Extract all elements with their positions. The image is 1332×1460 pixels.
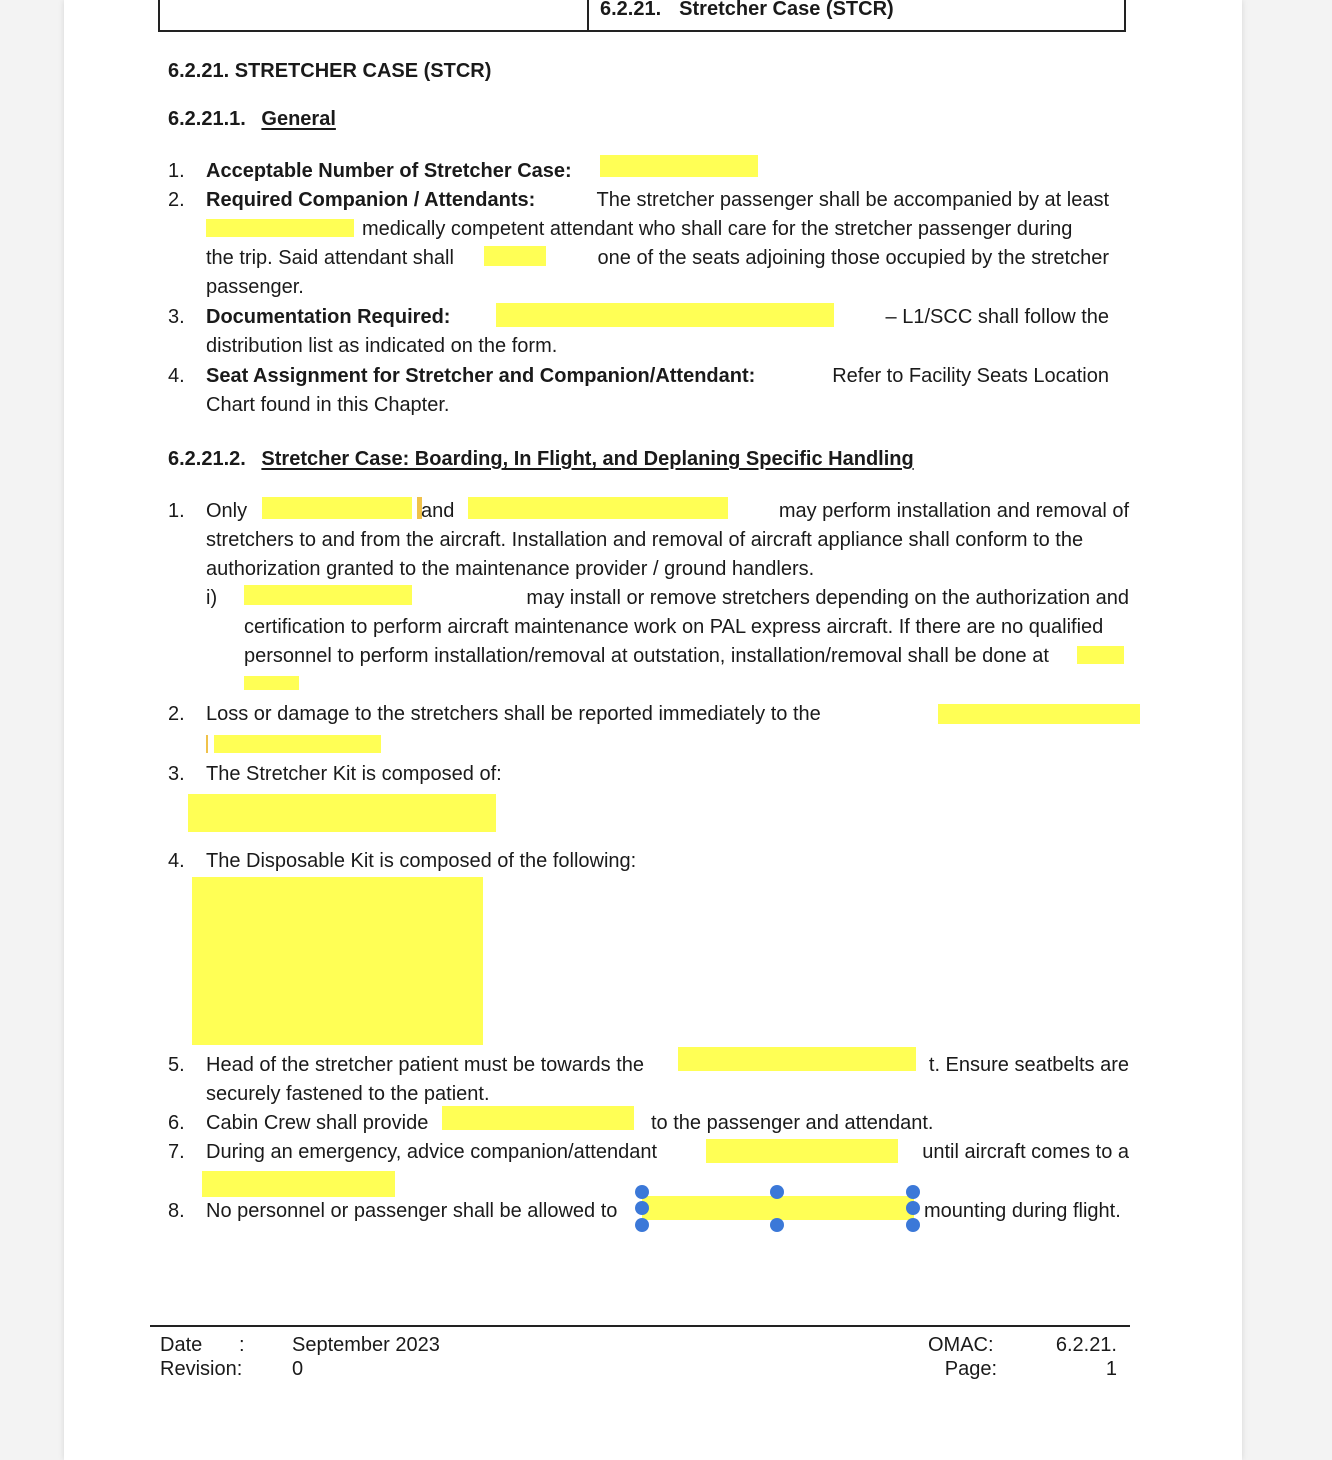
handling-item-6-number: 6. bbox=[168, 1112, 185, 1134]
header-table bbox=[158, 0, 1126, 32]
handling-item-5-line-2: securely fastened to the patient. bbox=[206, 1083, 490, 1105]
redaction-highlight bbox=[202, 1171, 395, 1197]
general-item-2-line-1 bbox=[206, 186, 1109, 215]
redaction-highlight bbox=[468, 497, 728, 519]
subsection-number: 6.2.21.1. bbox=[168, 108, 246, 130]
selection-handle-top-left[interactable] bbox=[635, 1185, 649, 1199]
subsection-general-heading bbox=[168, 105, 336, 134]
selection-handle-bottom-left[interactable] bbox=[635, 1218, 649, 1232]
redaction-highlight bbox=[192, 877, 483, 1045]
redaction-highlight bbox=[678, 1047, 916, 1071]
redaction-highlight bbox=[1077, 646, 1124, 664]
footer-page-label: Page: bbox=[944, 1358, 997, 1380]
selection-handle-bottom-right[interactable] bbox=[906, 1218, 920, 1232]
general-item-1-label: Acceptable Number of Stretcher Case: bbox=[206, 160, 572, 182]
general-item-2-number: 2. bbox=[168, 189, 185, 211]
document-page bbox=[64, 0, 1242, 1460]
handling-item-1-line-3: authorization granted to the maintenance provider / ground handlers. bbox=[206, 558, 815, 580]
selection-handle-bottom-middle[interactable] bbox=[770, 1218, 784, 1232]
handling-item-4-text: The Disposable Kit is composed of the following: bbox=[206, 850, 637, 872]
footer-revision-value: 0 bbox=[292, 1358, 304, 1380]
redaction-highlight bbox=[262, 497, 412, 519]
section-heading: 6.2.21. STRETCHER CASE (STCR) bbox=[168, 60, 492, 82]
handling-item-1-sub-line-1: may install or remove stretchers depending on the authorization and bbox=[526, 587, 1129, 609]
redaction-highlight bbox=[442, 1106, 634, 1130]
general-item-3-tail: – L1/SCC shall follow the bbox=[885, 306, 1109, 328]
header-divider bbox=[587, 0, 589, 32]
handling-item-3-number: 3. bbox=[168, 763, 185, 785]
footer-date-separator: : bbox=[239, 1334, 245, 1356]
text-selection-highlight[interactable] bbox=[642, 1196, 914, 1220]
selection-handle-top-right[interactable] bbox=[906, 1185, 920, 1199]
handling-item-4-number: 4. bbox=[168, 850, 185, 872]
subsection-title: General bbox=[261, 108, 336, 130]
footer-date-value: September 2023 bbox=[292, 1334, 440, 1356]
general-item-4-label: Seat Assignment for Stretcher and Companion/Attendant: bbox=[206, 365, 756, 387]
handling-item-2-text bbox=[206, 700, 922, 729]
header-section-title: Stretcher Case (STCR) bbox=[679, 0, 894, 20]
redaction-highlight bbox=[938, 704, 1140, 724]
handling-item-6-text-b: to the passenger and attendant. bbox=[651, 1112, 934, 1134]
footer-rule bbox=[150, 1325, 1130, 1327]
handling-item-1-sub-line-3: personnel to perform installation/removal at outstation, installation/removal shall be done at bbox=[244, 645, 1049, 667]
handling-item-1-only: Only bbox=[206, 500, 248, 522]
general-item-2-line-2: medically competent attendant who shall care for the stretcher passenger during bbox=[362, 218, 1073, 240]
general-item-2-label: Required Companion / Attendants: bbox=[206, 189, 536, 211]
handling-item-5-text-b: t. Ensure seatbelts are bbox=[928, 1054, 1129, 1076]
footer-page-value: 1 bbox=[1105, 1358, 1117, 1380]
redaction-highlight bbox=[706, 1139, 898, 1163]
general-item-2-text: The stretcher passenger shall be accompanied by at least bbox=[596, 189, 1109, 211]
general-item-3-line-2: distribution list as indicated on the form. bbox=[206, 335, 558, 357]
handling-item-1-sub-number: i) bbox=[206, 587, 218, 609]
handling-item-5-number: 5. bbox=[168, 1054, 185, 1076]
footer-revision-label: Revision: bbox=[160, 1358, 243, 1380]
general-item-2-line-3b: one of the seats adjoining those occupied by the stretcher bbox=[597, 247, 1109, 269]
general-item-1-number: 1. bbox=[168, 160, 185, 182]
general-item-3-label: Documentation Required: bbox=[206, 306, 451, 328]
selection-handle-middle-right[interactable] bbox=[906, 1201, 920, 1215]
highlight-edge-mark bbox=[206, 735, 208, 753]
header-right-title bbox=[600, 0, 894, 21]
general-item-2-line-3a: the trip. Said attendant shall bbox=[206, 247, 454, 269]
redaction-highlight bbox=[244, 676, 299, 690]
handling-item-2-number: 2. bbox=[168, 703, 185, 725]
handling-item-1-number: 1. bbox=[168, 500, 185, 522]
selection-handle-top-middle[interactable] bbox=[770, 1185, 784, 1199]
redaction-highlight bbox=[484, 246, 546, 266]
handling-item-2-text-content: Loss or damage to the stretchers shall be reported immediately to the bbox=[206, 703, 821, 725]
handling-item-6-text-a: Cabin Crew shall provide bbox=[206, 1112, 429, 1134]
handling-item-7-text-a: During an emergency, advice companion/attendant bbox=[206, 1141, 658, 1163]
subsection-title: Stretcher Case: Boarding, In Flight, and Deplaning Specific Handling bbox=[261, 448, 914, 470]
handling-item-8-text-a: No personnel or passenger shall be allowed to bbox=[206, 1200, 618, 1222]
subsection-number: 6.2.21.2. bbox=[168, 448, 246, 470]
handling-item-5-text-a: Head of the stretcher patient must be towards the bbox=[206, 1054, 645, 1076]
redaction-highlight bbox=[206, 219, 354, 237]
general-item-4-number: 4. bbox=[168, 365, 185, 387]
redaction-highlight bbox=[188, 794, 496, 832]
general-item-2-line-4: passenger. bbox=[206, 276, 304, 298]
footer-date-label: Date bbox=[160, 1334, 203, 1356]
redaction-highlight bbox=[244, 585, 412, 605]
handling-item-7-number: 7. bbox=[168, 1141, 185, 1163]
handling-item-1-line-1c: may perform installation and removal of bbox=[778, 500, 1129, 522]
footer-omac-value: 6.2.21. bbox=[1055, 1334, 1117, 1356]
redaction-highlight bbox=[600, 155, 758, 177]
handling-item-7-text-b: until aircraft comes to a bbox=[922, 1141, 1129, 1163]
handling-item-3-text: The Stretcher Kit is composed of: bbox=[206, 763, 502, 785]
general-item-4-line-2: Chart found in this Chapter. bbox=[206, 394, 450, 416]
subsection-handling-heading bbox=[168, 445, 914, 474]
handling-item-8-text-b: mounting during flight. bbox=[924, 1200, 1121, 1222]
handling-item-1-and: and bbox=[421, 500, 455, 522]
selection-handle-middle-left[interactable] bbox=[635, 1201, 649, 1215]
general-item-3-number: 3. bbox=[168, 306, 185, 328]
handling-item-1-line-2: stretchers to and from the aircraft. Installation and removal of aircraft appliance shall conform to the bbox=[206, 529, 1084, 551]
handling-item-1-sub-line-2: certification to perform aircraft maintenance work on PAL express aircraft. If there are no qualified bbox=[244, 616, 1104, 638]
redaction-highlight bbox=[496, 303, 834, 327]
redaction-highlight bbox=[214, 735, 381, 753]
general-item-4-tail: Refer to Facility Seats Location bbox=[832, 365, 1109, 387]
handling-item-8-number: 8. bbox=[168, 1200, 185, 1222]
header-section-number: 6.2.21. bbox=[600, 0, 662, 20]
general-item-4-line-1 bbox=[206, 362, 1109, 391]
footer-omac-label: OMAC: bbox=[928, 1334, 994, 1356]
